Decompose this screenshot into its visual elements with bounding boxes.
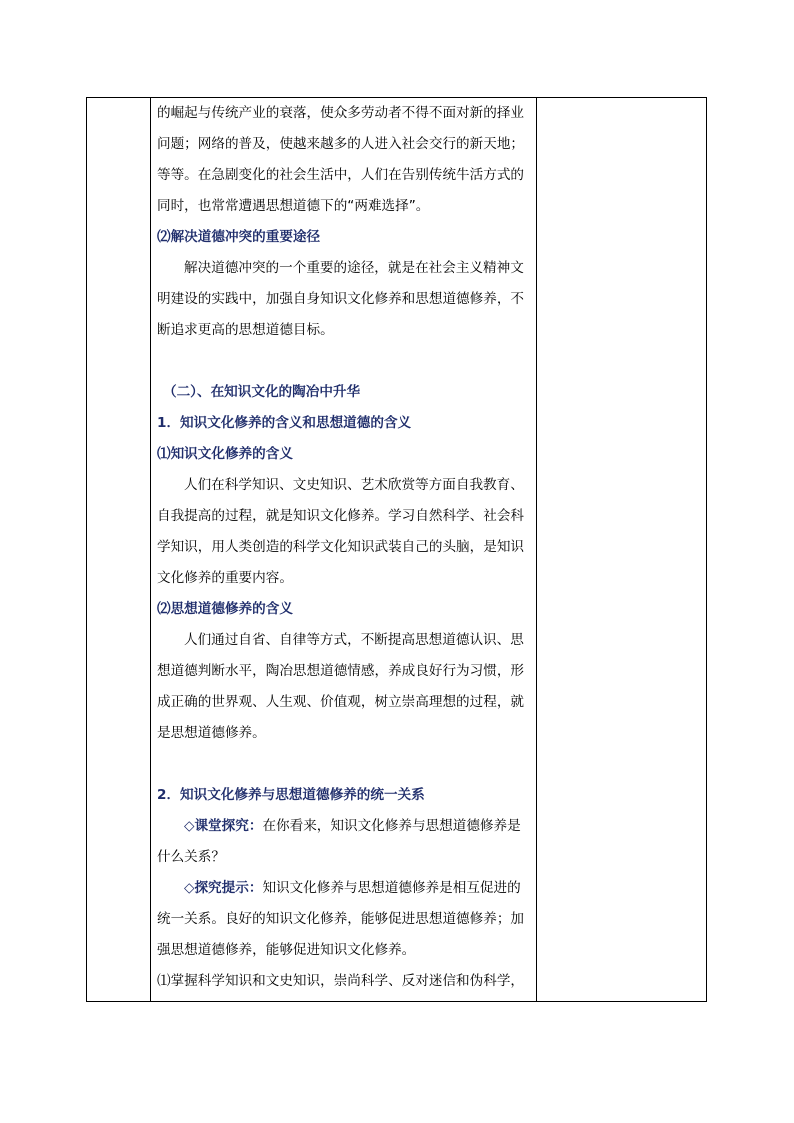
- column-divider-left: [150, 98, 151, 1001]
- paragraph-continued: 的崛起与传统产业的衰落，使众多劳动者不得不面对新的择业问题；网络的普及，使越来越多的人进入社会交行的新天地；等等。在急剧变化的社会生活中，人们在告别传统牛活方式的同时，也常常遭遇思想道德下的“两难选择”。: [157, 105, 525, 214]
- classroom-inquiry-label: ◇课堂探究：: [184, 818, 263, 834]
- inquiry-hint-label: ◇探究提示：: [184, 880, 263, 896]
- inquiry-hint-text: 知识文化修养与思想道德修养是相互促进的统一关系。良好的知识文化修养，能够促进思想道德修养；加强思想道德修养，能够促进知识文化修养。: [157, 880, 525, 958]
- column-divider-right: [536, 98, 537, 1001]
- section-heading-knowledge-culture: （二）、在知识文化的陶冶中升华: [163, 384, 361, 400]
- paragraph-knowledge-definition: 人们在科学知识、文史知识、艺术欣赏等方面自我教育、自我提高的过程，就是知识文化修养。学习自然科学、社会科学知识，用人类创造的科学文化知识武装自己的头脑，是知识文化修养的重要内容。: [157, 477, 525, 586]
- classroom-inquiry-text: 在你看来，知识文化修养与思想道德修养是什么关系？: [157, 818, 521, 865]
- paragraph-classroom-inquiry: [157, 811, 531, 873]
- main-content: [157, 98, 531, 997]
- section-heading-definitions: 1．知识文化修养的含义和思想道德的含义: [157, 415, 412, 431]
- spacer: [157, 749, 531, 780]
- paragraph-point-1: ⑴掌握科学知识和文史知识，崇尚科学、反对迷信和伪科学，: [157, 973, 525, 989]
- paragraph-resolve-conflict: 解决道德冲突的一个重要的途径，就是在社会主义精神文明建设的实践中，加强自身知识文化修养和思想道德修养，不断追求更高的思想道德目标。: [157, 260, 525, 338]
- subheading-knowledge-definition: ⑴知识文化修养的含义: [157, 446, 293, 462]
- spacer: [157, 346, 531, 377]
- paragraph-inquiry-hint: [157, 873, 531, 966]
- section-heading-unity: 2．知识文化修养与思想道德修养的统一关系: [157, 787, 425, 803]
- section-heading-resolve-conflict: ⑵解决道德冲突的重要途径: [157, 229, 321, 245]
- paragraph-moral-definition: 人们通过自省、自律等方式，不断提高思想道德认识、思想道德判断水平，陶冶思想道德情感，养成良好行为习惯，形成正确的世界观、人生观、价值观，树立崇高理想的过程，就是思想道德修养。: [157, 632, 525, 741]
- subheading-moral-definition: ⑵思想道德修养的含义: [157, 601, 293, 617]
